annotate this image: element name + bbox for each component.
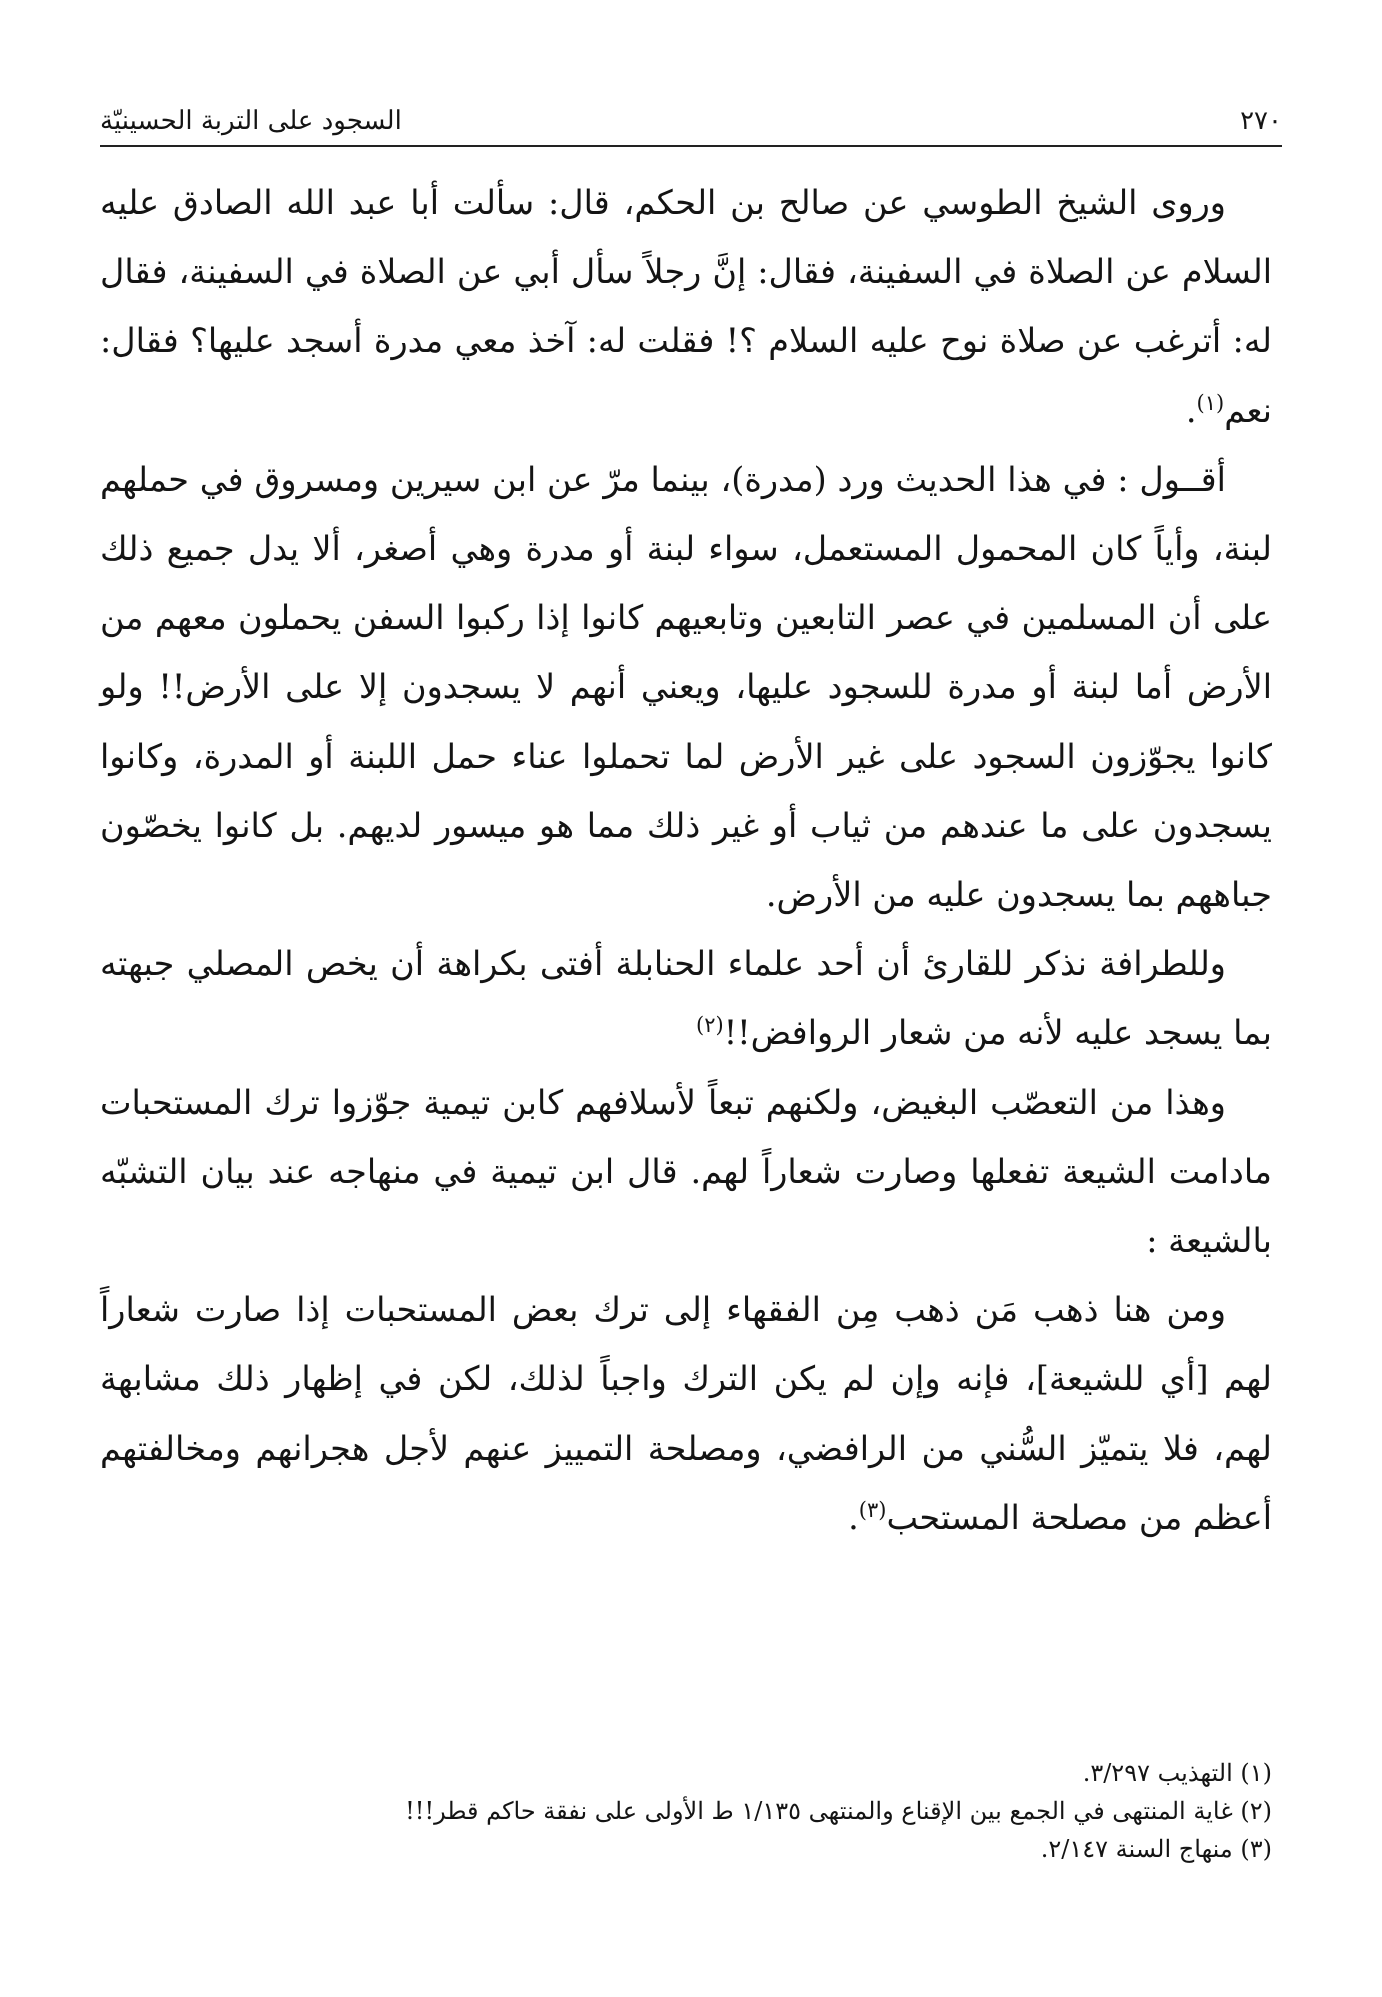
paragraph-5-text: ومن هنا ذهب مَن ذهب مِن الفقهاء إلى ترك بعض المستحبات إذا صارت شعاراً لهم [أي للشيعة]، فإنه وإن لم يكن الترك واجباً لذلك، لكن في إظهار ذلك مشابهة لهم، فلا يتميّز السُّني من الرافضي، ومصلحة التمييز عنهم لأجل هجرانهم ومخالفتهم أعظم من مصلحة المستحب: [100, 1290, 1272, 1537]
paragraph-3-text: وللطرافة نذكر للقارئ أن أحد علماء الحنابلة أفتى بكراهة أن يخص المصلي جبهته بما يسجد عليه لأنه من شعار الروافض!!: [100, 944, 1272, 1053]
footnote-2: (٢) غاية المنتهى في الجمع بين الإقناع والمنتهى ١/١٣٥ ط الأولى على نفقة حاكم قطر!!!: [405, 1797, 1272, 1825]
paragraph-2-label: أقــول: [1139, 459, 1226, 499]
body-text: [100, 168, 1272, 1552]
page-header: [100, 90, 1282, 136]
footnote-ref-1[interactable]: (١): [1196, 390, 1225, 415]
paragraph-2-text: : في هذا الحديث ورد (مدرة)، بينما مرّ عن ابن سيرين ومسروق في حملهم لبنة، وأياً كان المحمول المستعمل، سواء لبنة أو مدرة وهي أصغر، ألا يدل جميع ذلك على أن المسلمين في عصر التابعين وتابعيهم كانوا إذا ركبوا السفن يحملون معهم من الأرض أما لبنة أو مدرة للسجود عليها، ويعني أنهم لا يسجدون إلا على الأرض!! ولو كانوا يجوّزون السجود على غير الأرض لما تحملوا عناء حمل اللبنة أو المدرة، وكانوا يسجدون على ما عندهم من ثياب أو غير ذلك مما هو ميسور لديهم. بل كانوا يخصّون جباههم بما يسجدون عليه من الأرض.: [100, 459, 1273, 915]
paragraph-1-end: .: [1185, 390, 1197, 430]
running-title: السجود على التربة الحسينيّة: [100, 106, 402, 136]
header-divider: [100, 145, 1282, 147]
paragraph-4: [100, 1068, 1272, 1276]
paragraph-5: [100, 1275, 1272, 1552]
paragraph-1: [100, 168, 1272, 445]
footnotes: [100, 1754, 1272, 1868]
paragraph-1-text: وروى الشيخ الطوسي عن صالح بن الحكم، قال: سألت أبا عبد الله الصادق عليه السلام عن الصلاة في السفينة، فقال: إنَّ رجلاً سأل أبي عن الصلاة في السفينة، فقال له: أترغب عن صلاة نوح عليه السلام ؟! فقلت له: آخذ معي مدرة أسجد عليها؟ فقال: نعم: [100, 183, 1272, 430]
footnote-1: (١) التهذيب ٣/٢٩٧.: [1082, 1759, 1272, 1787]
paragraph-2: [100, 445, 1272, 929]
page-number: ٢٧٠: [1240, 106, 1282, 136]
paragraph-3: [100, 929, 1272, 1067]
footnote-3: (٣) منهاج السنة ٢/١٤٧.: [1040, 1835, 1272, 1863]
paragraph-5-end: .: [848, 1497, 859, 1537]
footnote-ref-3[interactable]: (٣): [858, 1497, 887, 1522]
footnote-ref-2[interactable]: (٢): [696, 1013, 724, 1038]
paragraph-4-text: وهذا من التعصّب البغيض، ولكنهم تبعاً لأسلافهم كابن تيمية جوّزوا ترك المستحبات مادامت الشيعة تفعلها وصارت شعاراً لهم. قال ابن تيمية في منهاجه عند بيان التشبّه بالشيعة :: [100, 1082, 1272, 1261]
